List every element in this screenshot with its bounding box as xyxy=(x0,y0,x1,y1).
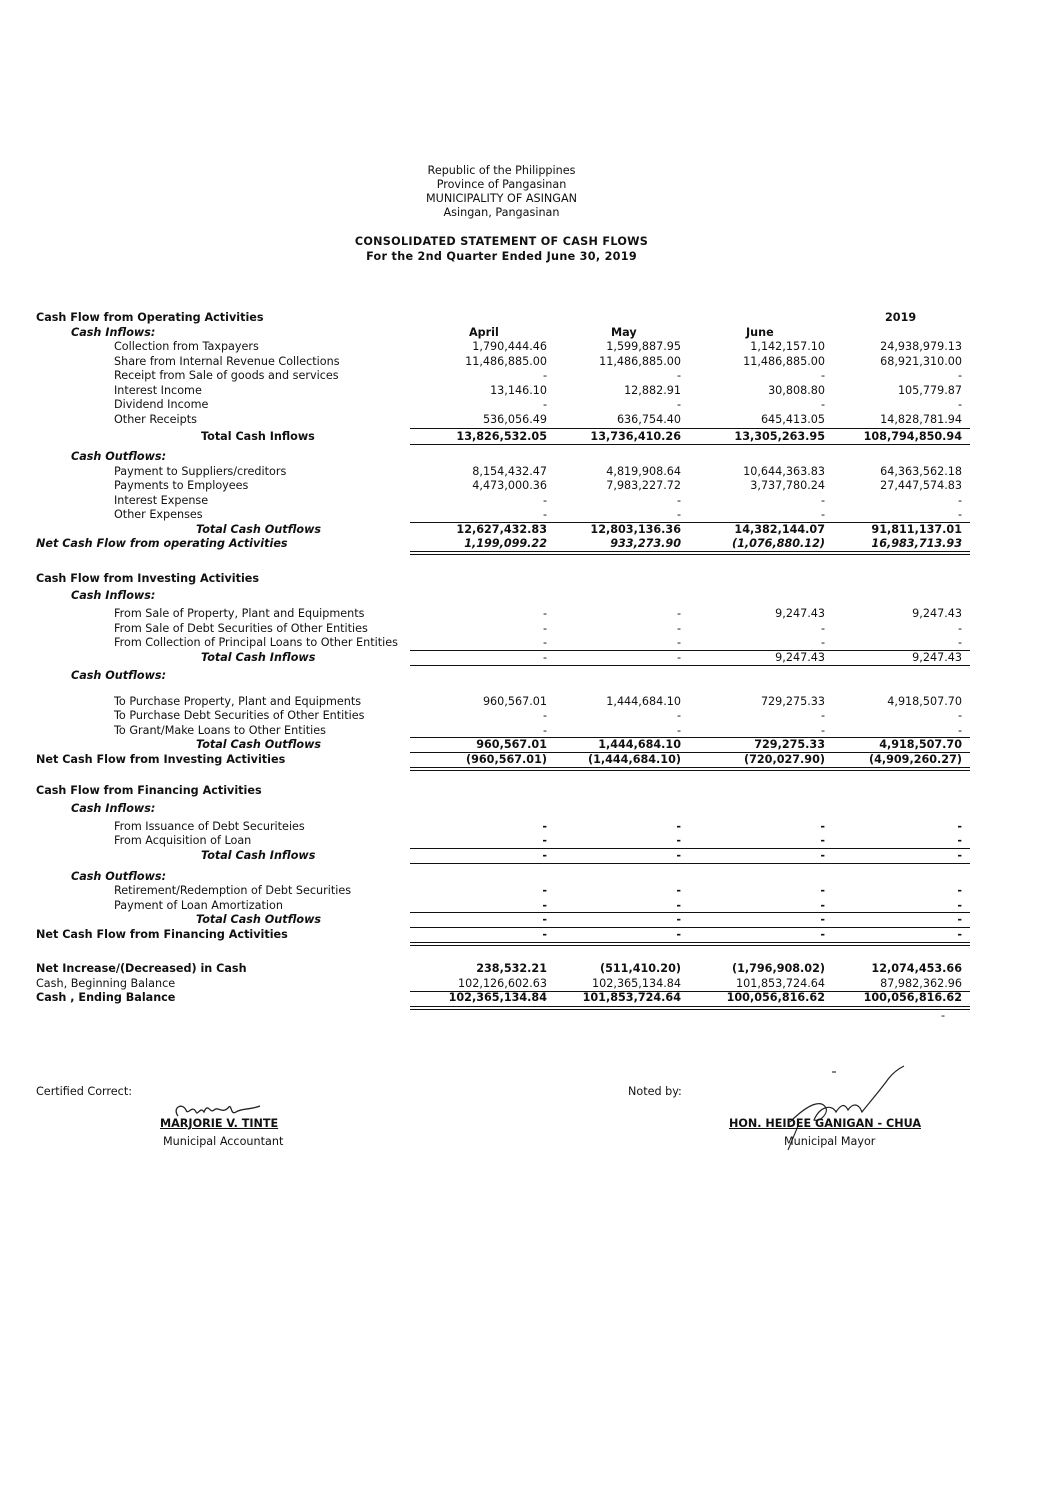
financing-inflow-row xyxy=(0,834,1058,848)
financing-inflow-row-value: - xyxy=(542,820,547,833)
financing-total-outflows-value: - xyxy=(820,913,825,926)
net-increase-in-cash-value: (511,410.20) xyxy=(599,962,681,975)
investing-inflow-row-value: - xyxy=(676,622,681,635)
investing-total-outflows-label: Total Cash Outflows xyxy=(196,738,322,751)
accountant-title: Municipal Accountant xyxy=(163,1135,284,1148)
investing-inflow-row-value: - xyxy=(542,607,547,620)
investing-outflow-row-value: - xyxy=(820,709,825,722)
section-operating-heading-label: Cash Flow from Operating Activities xyxy=(36,311,264,324)
financing-inflow-row-value: - xyxy=(957,820,962,833)
financing-outflow-row-value: - xyxy=(676,884,681,897)
operating-outflow-row-value: 7,983,227.72 xyxy=(606,479,681,492)
investing-outflow-row-value: - xyxy=(820,724,825,737)
investing-outflow-row-value: 1,444,684.10 xyxy=(606,695,681,708)
financing-total-outflows-value: - xyxy=(957,913,962,926)
operating-outflow-row-value: - xyxy=(542,508,547,521)
operating-total-outflows xyxy=(0,523,1058,537)
investing-inflow-row-value: 9,247.43 xyxy=(912,607,962,620)
investing-net-cash-flow-value: (4,909,260.27) xyxy=(868,753,962,766)
net-increase-in-cash xyxy=(0,962,1058,976)
trailing-dash: - xyxy=(941,1009,946,1022)
section-investing-heading xyxy=(0,572,1058,586)
operating-outflow-row-value: - xyxy=(542,494,547,507)
operating-inflow-row xyxy=(0,340,1058,354)
net-increase-in-cash-value: 238,532.21 xyxy=(476,962,547,975)
financing-inflow-row-value: - xyxy=(676,820,681,833)
column-year-2019: 2019 xyxy=(885,311,917,324)
operating-outflow-row-value: 4,819,908.64 xyxy=(606,465,681,478)
operating-total-inflows-value: 108,794,850.94 xyxy=(863,430,962,443)
financing-outflow-row-value: - xyxy=(820,884,825,897)
section-investing-heading-label: Cash Flow from Investing Activities xyxy=(36,572,260,585)
operating-outflow-row-label: Payments to Employees xyxy=(114,479,249,492)
financing-outflow-row xyxy=(0,899,1058,913)
cash-ending-balance-value: 100,056,816.62 xyxy=(726,991,825,1004)
financing-inflow-row xyxy=(0,820,1058,834)
cash-ending-balance-value: 102,365,134.84 xyxy=(448,991,547,1004)
operating-inflow-row-label: Interest Income xyxy=(114,384,202,397)
operating-inflow-row-value: 105,779.87 xyxy=(897,384,962,397)
rule-line xyxy=(410,942,970,943)
operating-net-cash-flow-value: 933,273.90 xyxy=(610,537,681,550)
financing-total-outflows xyxy=(0,913,1058,927)
section-financing-heading-label: Cash Flow from Financing Activities xyxy=(36,784,262,797)
financing-outflow-row-value: - xyxy=(957,899,962,912)
operating-inflow-row-label: Share from Internal Revenue Collections xyxy=(114,355,340,368)
financing-inflow-row-value: - xyxy=(820,834,825,847)
financing-inflow-row-label: From Acquisition of Loan xyxy=(114,834,252,847)
investing-outflow-row-label: To Purchase Property, Plant and Equipments xyxy=(114,695,362,708)
investing-inflow-row xyxy=(0,636,1058,650)
financing-outflows-label xyxy=(0,870,1058,884)
investing-total-inflows-value: - xyxy=(542,651,547,664)
operating-outflow-row-value: - xyxy=(957,508,962,521)
financing-total-outflows-label: Total Cash Outflows xyxy=(196,913,322,926)
cash-beginning-balance xyxy=(0,977,1058,991)
investing-net-cash-flow-label: Net Cash Flow from Investing Activities xyxy=(36,753,286,766)
operating-total-inflows-label: Total Cash Inflows xyxy=(201,430,315,443)
rule-line xyxy=(410,770,970,771)
operating-inflow-row-value: 645,413.05 xyxy=(760,413,825,426)
investing-inflow-row xyxy=(0,622,1058,636)
investing-inflow-row-value: - xyxy=(542,622,547,635)
column-april: April xyxy=(469,326,499,339)
financing-outflow-row-value: - xyxy=(542,899,547,912)
operating-inflow-row-value: 30,808.80 xyxy=(768,384,825,397)
financing-outflow-row-value: - xyxy=(676,899,681,912)
operating-outflow-row-label: Payment to Suppliers/creditors xyxy=(114,465,287,478)
operating-outflow-row xyxy=(0,508,1058,522)
investing-inflow-row-value: - xyxy=(676,607,681,620)
investing-outflow-row-value: - xyxy=(957,724,962,737)
operating-inflow-row xyxy=(0,398,1058,412)
cash-beginning-balance-value: 101,853,724.64 xyxy=(736,977,825,990)
cash-ending-balance xyxy=(0,991,1058,1005)
financing-inflow-row-value: - xyxy=(676,834,681,847)
financing-total-inflows-value: - xyxy=(957,849,962,862)
operating-inflow-row-label: Receipt from Sale of goods and services xyxy=(114,369,339,382)
operating-inflow-row-label: Collection from Taxpayers xyxy=(114,340,259,353)
financing-outflow-row xyxy=(0,884,1058,898)
investing-total-inflows-label: Total Cash Inflows xyxy=(201,651,316,664)
investing-inflow-row-label: From Collection of Principal Loans to Other Entities xyxy=(114,636,398,649)
operating-inflow-row xyxy=(0,355,1058,369)
operating-inflow-row xyxy=(0,384,1058,398)
investing-inflow-row-value: - xyxy=(957,622,962,635)
operating-outflow-row-value: - xyxy=(957,494,962,507)
operating-inflow-row-value: - xyxy=(542,398,547,411)
financing-net-cash-flow-value: - xyxy=(957,928,962,941)
operating-outflow-row xyxy=(0,465,1058,479)
cash-beginning-balance-value: 102,126,602.63 xyxy=(458,977,547,990)
document-subtitle: For the 2nd Quarter Ended June 30, 2019 xyxy=(366,250,637,263)
investing-total-outflows-value: 1,444,684.10 xyxy=(598,738,681,751)
operating-outflow-row-value: - xyxy=(676,508,681,521)
investing-outflow-row-value: - xyxy=(542,724,547,737)
investing-outflow-row xyxy=(0,724,1058,738)
rule-line xyxy=(410,554,970,555)
accountant-name: MARJORIE V. TINTE xyxy=(160,1117,279,1130)
financing-inflow-row-value: - xyxy=(542,834,547,847)
financing-total-inflows-value: - xyxy=(676,849,681,862)
mayor-title: Municipal Mayor xyxy=(784,1135,876,1148)
operating-total-outflows-label: Total Cash Outflows xyxy=(196,523,322,536)
investing-net-cash-flow xyxy=(0,753,1058,767)
investing-total-outflows xyxy=(0,738,1058,752)
header-line-municipality: MUNICIPALITY OF ASINGAN xyxy=(426,192,577,205)
financing-net-cash-flow xyxy=(0,928,1058,942)
operating-inflow-row-value: 13,146.10 xyxy=(490,384,547,397)
cash-beginning-balance-label: Cash, Beginning Balance xyxy=(36,977,176,990)
financing-outflow-row-value: - xyxy=(957,884,962,897)
rule-line xyxy=(410,767,970,768)
financing-total-outflows-value: - xyxy=(542,913,547,926)
financing-total-inflows-value: - xyxy=(542,849,547,862)
investing-net-cash-flow-value: (720,027.90) xyxy=(743,753,825,766)
investing-total-outflows-value: 960,567.01 xyxy=(476,738,547,751)
operating-outflow-row-value: 27,447,574.83 xyxy=(880,479,962,492)
operating-outflow-row xyxy=(0,479,1058,493)
operating-inflow-row-value: - xyxy=(957,398,962,411)
header-line-republic: Republic of the Philippines xyxy=(427,164,576,177)
operating-outflow-row-value: 8,154,432.47 xyxy=(472,465,547,478)
investing-outflow-row-value: - xyxy=(676,709,681,722)
header-line-province: Province of Pangasinan xyxy=(436,178,567,191)
investing-inflow-row-value: - xyxy=(676,636,681,649)
financing-net-cash-flow-label: Net Cash Flow from Financing Activities xyxy=(36,928,288,941)
investing-inflow-row-label: From Sale of Property, Plant and Equipments xyxy=(114,607,365,620)
cash-beginning-balance-value: 87,982,362.96 xyxy=(880,977,962,990)
operating-inflows-label-label: Cash Inflows: xyxy=(71,326,156,339)
financing-total-inflows-value: - xyxy=(820,849,825,862)
financing-outflows-label-label: Cash Outflows: xyxy=(71,870,167,883)
operating-inflow-row-value: 536,056.49 xyxy=(482,413,547,426)
financing-inflows-label-label: Cash Inflows: xyxy=(71,802,156,815)
operating-inflow-row-value: 24,938,979.13 xyxy=(880,340,962,353)
operating-net-cash-flow-value: (1,076,880.12) xyxy=(731,537,825,550)
operating-inflow-row-value: - xyxy=(820,398,825,411)
financing-inflow-row-label: From Issuance of Debt Securiteies xyxy=(114,820,305,833)
rule-line xyxy=(410,665,970,666)
operating-inflow-row-value: 12,882.91 xyxy=(624,384,681,397)
operating-outflow-row-value: 10,644,363.83 xyxy=(743,465,825,478)
rule-line xyxy=(410,1009,970,1010)
financing-total-outflows-value: - xyxy=(676,913,681,926)
investing-outflow-row-value: - xyxy=(676,724,681,737)
operating-outflow-row-value: - xyxy=(676,494,681,507)
operating-outflow-row-value: - xyxy=(820,494,825,507)
operating-total-outflows-value: 91,811,137.01 xyxy=(871,523,962,536)
rule-line xyxy=(410,945,970,946)
operating-outflows-label xyxy=(0,450,1058,464)
operating-inflow-row-value: 11,486,885.00 xyxy=(599,355,681,368)
investing-total-outflows-value: 4,918,507.70 xyxy=(879,738,962,751)
section-financing-heading xyxy=(0,784,1058,798)
financing-inflow-row-value: - xyxy=(820,820,825,833)
header-line-location: Asingan, Pangasinan xyxy=(443,206,560,219)
financing-outflow-row-value: - xyxy=(542,884,547,897)
investing-outflow-row xyxy=(0,709,1058,723)
operating-inflow-row-value: 14,828,781.94 xyxy=(880,413,962,426)
investing-outflows-label-label: Cash Outflows: xyxy=(71,669,167,682)
column-june: June xyxy=(746,326,774,339)
financing-outflow-row-label: Retirement/Redemption of Debt Securities xyxy=(114,884,352,897)
operating-net-cash-flow xyxy=(0,537,1058,551)
investing-outflow-row-label: To Purchase Debt Securities of Other Entities xyxy=(114,709,365,722)
investing-inflow-row xyxy=(0,607,1058,621)
operating-total-inflows-value: 13,736,410.26 xyxy=(590,430,681,443)
rule-line xyxy=(410,551,970,552)
cash-ending-balance-value: 100,056,816.62 xyxy=(863,991,962,1004)
investing-inflow-row-value: - xyxy=(542,636,547,649)
investing-inflow-row-value: 9,247.43 xyxy=(775,607,825,620)
operating-net-cash-flow-value: 16,983,713.93 xyxy=(871,537,962,550)
operating-outflow-row-value: 4,473,000.36 xyxy=(472,479,547,492)
cash-ending-balance-label: Cash , Ending Balance xyxy=(36,991,176,1004)
operating-inflow-row-value: - xyxy=(676,398,681,411)
operating-inflow-row-value: - xyxy=(542,369,547,382)
operating-inflow-row-value: 1,790,444.46 xyxy=(472,340,547,353)
operating-total-outflows-value: 14,382,144.07 xyxy=(734,523,825,536)
operating-inflow-row-value: - xyxy=(676,369,681,382)
investing-inflows-label xyxy=(0,589,1058,603)
investing-outflows-label xyxy=(0,669,1058,683)
net-increase-in-cash-value: (1,796,908.02) xyxy=(731,962,825,975)
operating-outflow-row xyxy=(0,494,1058,508)
financing-net-cash-flow-value: - xyxy=(820,928,825,941)
cash-beginning-balance-value: 102,365,134.84 xyxy=(592,977,681,990)
cash-ending-balance-value: 101,853,724.64 xyxy=(582,991,681,1004)
operating-inflow-row xyxy=(0,413,1058,427)
operating-inflow-row-value: - xyxy=(820,369,825,382)
investing-outflow-row-value: - xyxy=(957,709,962,722)
financing-inflows-label xyxy=(0,802,1058,816)
operating-outflow-row-value: - xyxy=(820,508,825,521)
operating-inflow-row-value: 11,486,885.00 xyxy=(743,355,825,368)
investing-outflow-row xyxy=(0,695,1058,709)
investing-total-inflows-value: 9,247.43 xyxy=(912,651,962,664)
operating-inflow-row xyxy=(0,369,1058,383)
financing-net-cash-flow-value: - xyxy=(542,928,547,941)
column-may: May xyxy=(611,326,637,339)
noted-by-label: Noted by: xyxy=(628,1085,682,1098)
operating-total-inflows-value: 13,826,532.05 xyxy=(456,430,547,443)
rule-line xyxy=(410,1006,970,1007)
rule-line xyxy=(410,428,970,429)
operating-net-cash-flow-label: Net Cash Flow from operating Activities xyxy=(36,537,288,550)
investing-inflow-row-value: - xyxy=(820,636,825,649)
rule-line xyxy=(410,863,970,864)
financing-outflow-row-label: Payment of Loan Amortization xyxy=(114,899,283,912)
operating-outflow-row-label: Other Expenses xyxy=(114,508,203,521)
operating-inflow-row-value: 11,486,885.00 xyxy=(465,355,547,368)
investing-net-cash-flow-value: (1,444,684.10) xyxy=(587,753,681,766)
financing-total-inflows-label: Total Cash Inflows xyxy=(201,849,316,862)
investing-total-inflows-value: 9,247.43 xyxy=(775,651,825,664)
operating-inflow-row-value: 1,599,887.95 xyxy=(606,340,681,353)
net-increase-in-cash-value: 12,074,453.66 xyxy=(871,962,962,975)
operating-outflow-row-value: 3,737,780.24 xyxy=(750,479,825,492)
operating-total-outflows-value: 12,627,432.83 xyxy=(456,523,547,536)
operating-inflow-row-value: 1,142,157.10 xyxy=(750,340,825,353)
investing-inflow-row-value: - xyxy=(957,636,962,649)
operating-inflow-row-label: Other Receipts xyxy=(114,413,197,426)
operating-outflows-label-label: Cash Outflows: xyxy=(71,450,167,463)
financing-outflow-row-value: - xyxy=(820,899,825,912)
operating-outflow-row-value: 64,363,562.18 xyxy=(880,465,962,478)
column-headers xyxy=(0,326,1058,340)
investing-inflow-row-value: - xyxy=(820,622,825,635)
operating-inflow-row-value: 68,921,310.00 xyxy=(880,355,962,368)
investing-total-inflows xyxy=(0,651,1058,665)
certified-correct-label: Certified Correct: xyxy=(36,1085,132,1098)
investing-total-inflows-value: - xyxy=(676,651,681,664)
investing-total-outflows-value: 729,275.33 xyxy=(754,738,825,751)
financing-net-cash-flow-value: - xyxy=(676,928,681,941)
operating-total-inflows-value: 13,305,263.95 xyxy=(734,430,825,443)
rule-line xyxy=(410,444,970,445)
financing-inflow-row-value: - xyxy=(957,834,962,847)
operating-inflow-row-value: - xyxy=(957,369,962,382)
investing-outflow-row-value: 729,275.33 xyxy=(760,695,825,708)
investing-net-cash-flow-value: (960,567.01) xyxy=(465,753,547,766)
operating-outflow-row-label: Interest Expense xyxy=(114,494,209,507)
operating-inflow-row-value: 636,754.40 xyxy=(616,413,681,426)
operating-net-cash-flow-value: 1,199,099.22 xyxy=(464,537,547,550)
investing-inflows-label-label: Cash Inflows: xyxy=(71,589,156,602)
operating-inflow-row-label: Dividend Income xyxy=(114,398,209,411)
operating-total-outflows-value: 12,803,136.36 xyxy=(590,523,681,536)
investing-outflow-row-value: 960,567.01 xyxy=(482,695,547,708)
financing-total-inflows xyxy=(0,849,1058,863)
investing-outflow-row-value: - xyxy=(542,709,547,722)
net-increase-in-cash-label: Net Increase/(Decreased) in Cash xyxy=(36,962,247,975)
operating-total-inflows xyxy=(0,430,1058,444)
document-title: CONSOLIDATED STATEMENT OF CASH FLOWS xyxy=(354,235,649,248)
investing-outflow-row-value: 4,918,507.70 xyxy=(887,695,962,708)
mayor-name: HON. HEIDEE GANIGAN - CHUA xyxy=(729,1117,921,1130)
investing-inflow-row-label: From Sale of Debt Securities of Other Entities xyxy=(114,622,368,635)
investing-outflow-row-label: To Grant/Make Loans to Other Entities xyxy=(114,724,326,737)
